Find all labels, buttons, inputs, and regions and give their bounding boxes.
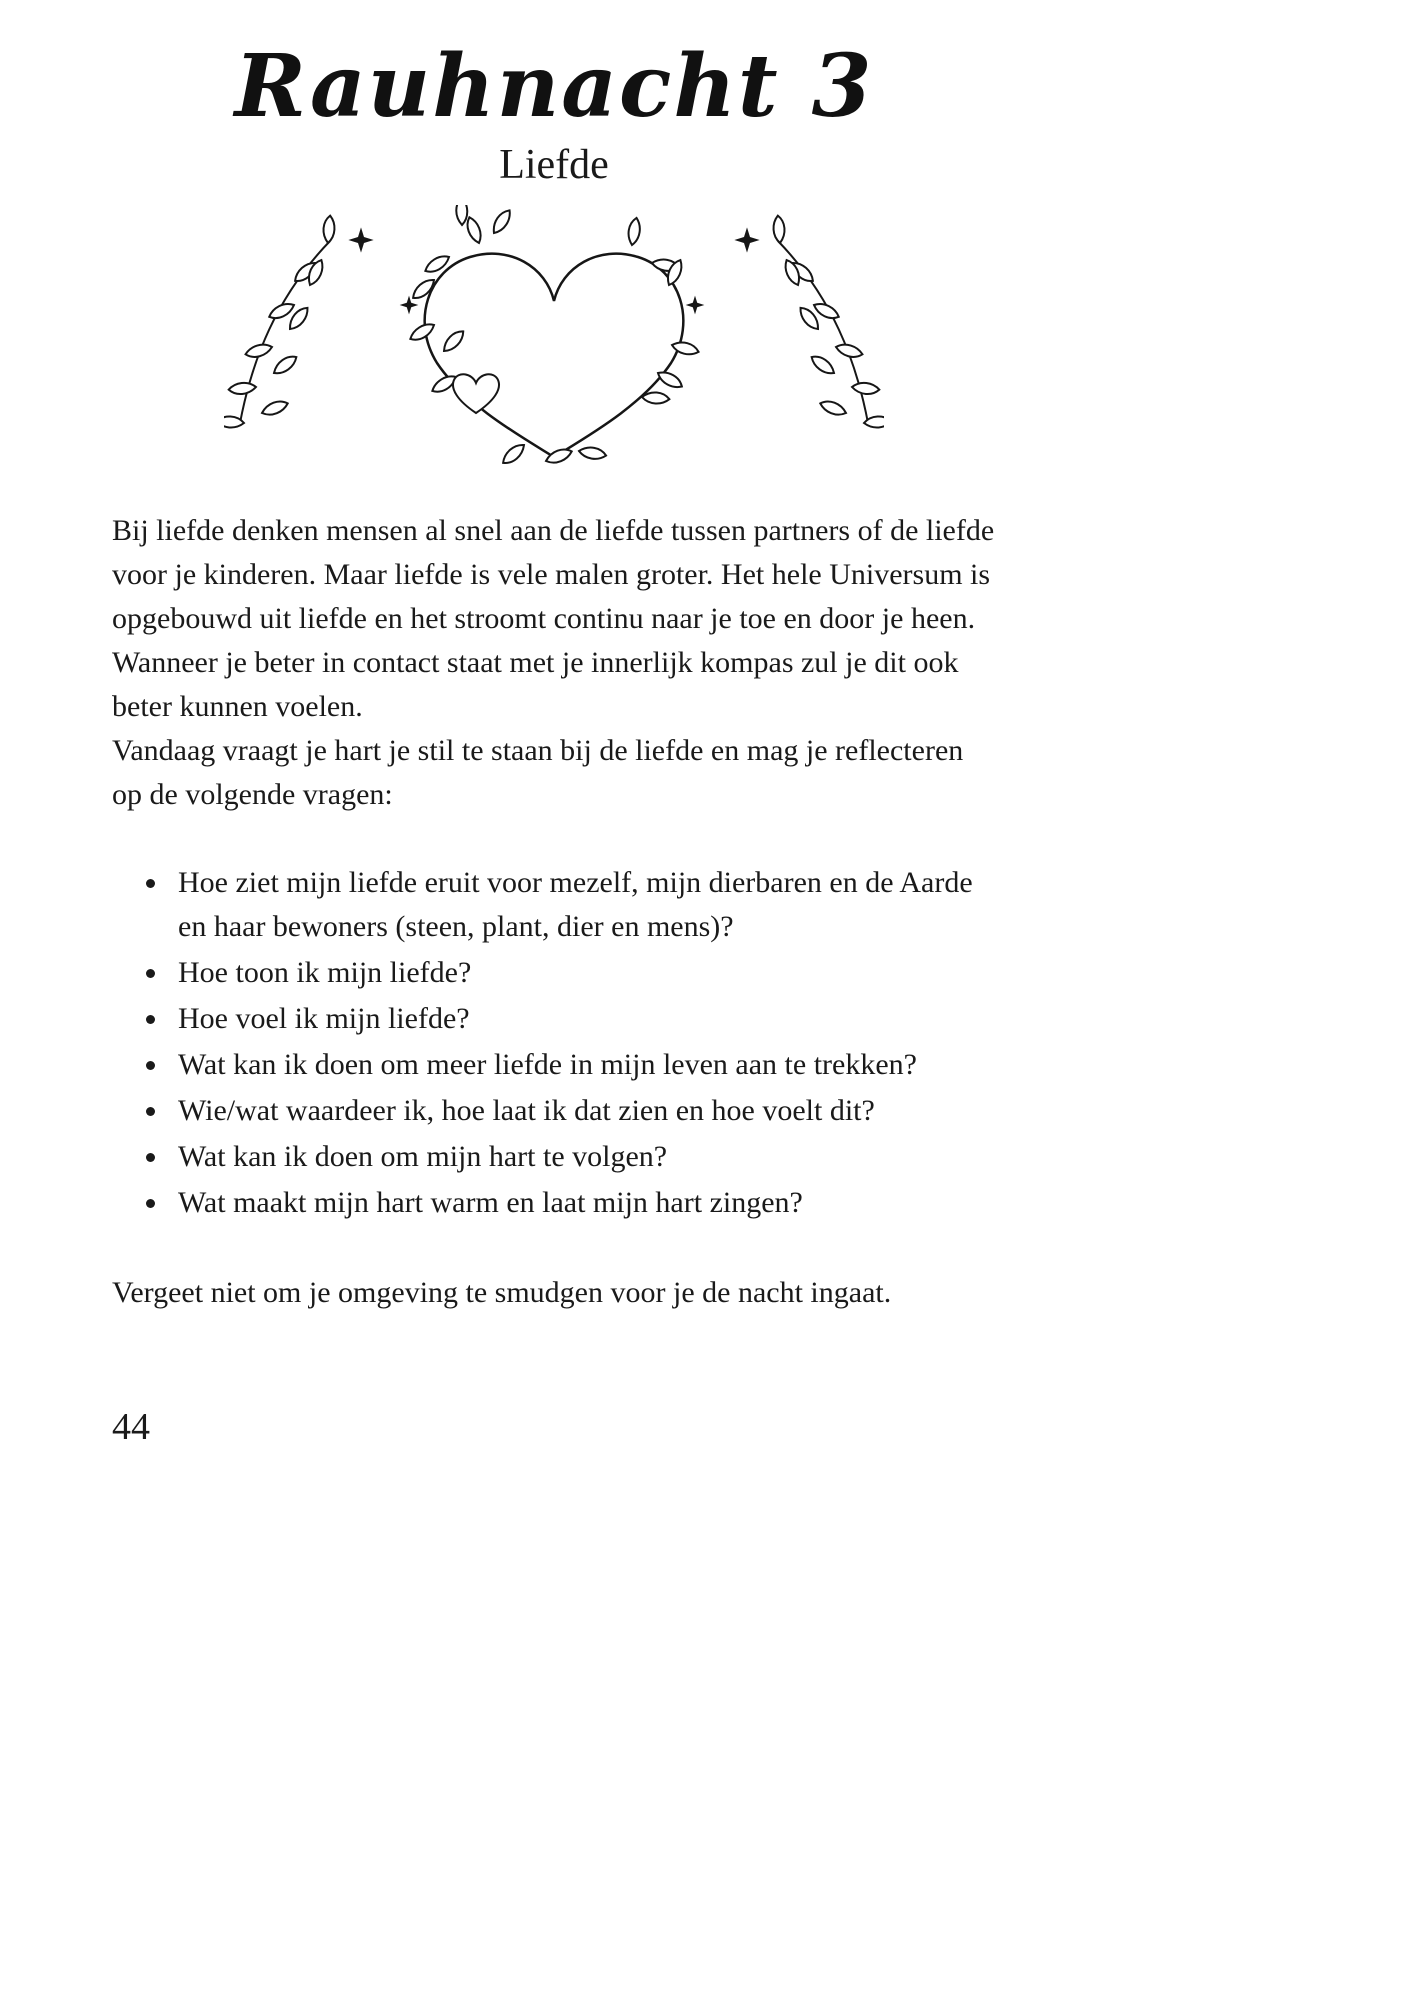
heart-wreath-illustration (112, 205, 996, 475)
question-item: • Wat maakt mijn hart warm en laat mijn hart zingen? (170, 1181, 996, 1225)
page-number: 44 (112, 1406, 150, 1448)
body-text (112, 509, 996, 817)
question-item: • Hoe toon ik mijn liefde? (170, 951, 996, 995)
content-column (112, 0, 996, 1315)
intro-paragraph: Bij liefde denken mensen al snel aan de liefde tussen partners of de liefde voor je kinderen. Maar liefde is vele malen groter. Het hele Universum is opgebouwd uit liefde en het stroomt continu naar je toe en door je heen. Wanneer je beter in contact staat met je innerlijk kompas zul je dit ook beter kunnen voelen. (112, 513, 995, 723)
right-laurel-branch-icon (770, 214, 884, 430)
heart-wreath-svg (224, 205, 884, 475)
question-item: • Wat kan ik doen om meer liefde in mijn leven aan te trekken? (170, 1043, 996, 1087)
question-item: • Hoe voel ik mijn liefde? (170, 997, 996, 1041)
sparkle-icons (348, 227, 759, 314)
heart-vine-icon (408, 205, 700, 466)
small-heart-icon (453, 374, 499, 413)
question-item: • Hoe ziet mijn liefde eruit voor mezelf, mijn dierbaren en de Aarde en haar bewoners (steen, plant, dier en mens)? (170, 861, 996, 949)
question-item: • Wat kan ik doen om mijn hart te volgen? (170, 1135, 996, 1179)
question-item: • Wie/wat waardeer ik, hoe laat ik dat zien en hoe voelt dit? (170, 1089, 996, 1133)
prompt-paragraph: Vandaag vraagt je hart je stil te staan bij de liefde en mag je reflecteren op de volgende vragen: (112, 733, 964, 811)
page-title: Rauhnacht 3 (234, 36, 874, 137)
page-subtitle: Liefde (499, 141, 609, 188)
left-laurel-branch-icon (224, 214, 338, 430)
closing-note: Vergeet niet om je omgeving te smudgen voor je de nacht ingaat. (112, 1275, 892, 1309)
question-list (112, 861, 996, 1225)
